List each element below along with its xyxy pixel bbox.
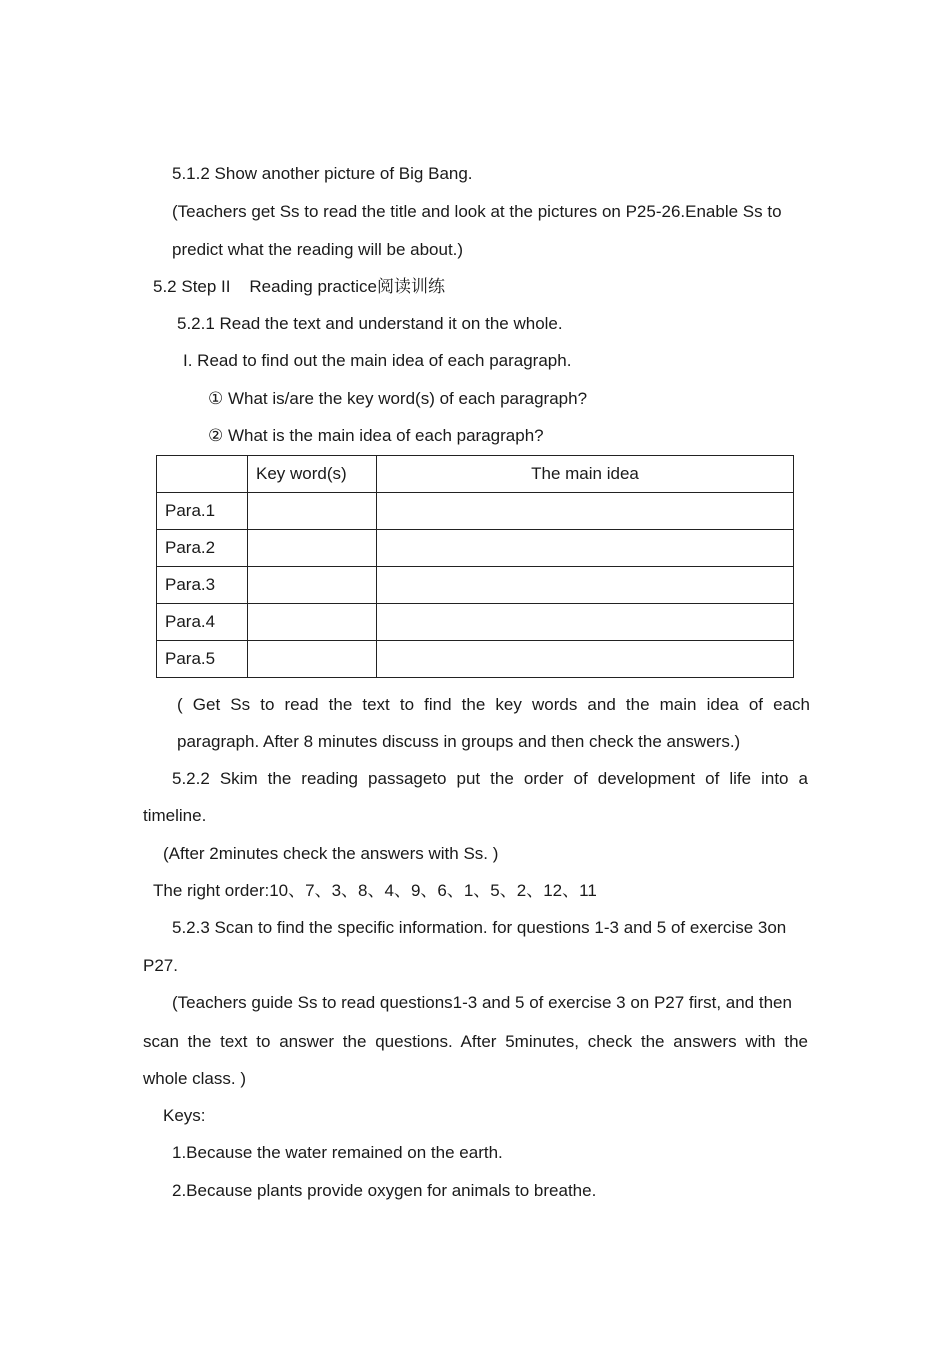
key-words-cell [248,493,377,530]
teacher-note-2-cont: paragraph. After 8 minutes discuss in groups and then check the answers.) [177,732,741,751]
step-5-2-2-cont: timeline. [143,806,207,825]
table-row [157,530,794,567]
table-header-cell [157,456,248,493]
main-idea-cell [377,493,794,530]
teacher-note-4-end: whole class. ) [143,1069,246,1088]
key-answer-2: 2.Because plants provide oxygen for animals to breathe. [172,1181,597,1200]
table-row [157,493,794,530]
task-i: I. Read to find out the main idea of each paragraph. [183,351,572,370]
key-words-cell [248,530,377,567]
table-row [157,604,794,641]
right-order: The right order:10、7、3、8、4、9、6、1、5、2、12、11 [153,881,597,900]
main-idea-cell [377,530,794,567]
keys-heading: Keys: [163,1106,206,1125]
table-header-cell: The main idea [377,456,794,493]
question-2: ② What is the main idea of each paragraph? [208,426,544,445]
teacher-note-4: (Teachers guide Ss to read questions1-3 and 5 of exercise 3 on P27 first, and then [172,993,792,1012]
step-5-2-3-cont: P27. [143,956,178,975]
teacher-note-1-cont: predict what the reading will be about.) [172,240,464,259]
key-words-cell [248,604,377,641]
table-header-row [157,456,794,493]
main-idea-cell [377,641,794,678]
row-label: Para.2 [157,530,248,567]
main-idea-cell [377,567,794,604]
step-5-2-heading: 5.2 Step II Reading practice阅读训练 [153,277,445,296]
teacher-note-2: ( Get Ss to read the text to find the key words and the main idea of each [177,695,810,714]
key-answer-1: 1.Because the water remained on the earth. [172,1143,503,1162]
main-idea-table [156,455,794,678]
step-5-2-2: 5.2.2 Skim the reading passageto put the order of development of life into a [172,769,808,788]
teacher-note-4-cont: scan the text to answer the questions. After 5minutes, check the answers with the [143,1032,808,1051]
step-5-2-3: 5.2.3 Scan to find the specific information. for questions 1-3 and 5 of exercise 3on [172,918,787,937]
teacher-note-3: (After 2minutes check the answers with Ss. ) [163,844,499,863]
row-label: Para.1 [157,493,248,530]
table-row [157,641,794,678]
table-row [157,567,794,604]
main-idea-cell [377,604,794,641]
key-words-cell [248,641,377,678]
table-header-cell: Key word(s) [248,456,377,493]
step-5-2-1: 5.2.1 Read the text and understand it on the whole. [177,314,563,333]
row-label: Para.3 [157,567,248,604]
step-5-1-2: 5.1.2 Show another picture of Big Bang. [172,164,473,183]
row-label: Para.4 [157,604,248,641]
teacher-note-1: (Teachers get Ss to read the title and look at the pictures on P25-26.Enable Ss to [172,202,782,221]
row-label: Para.5 [157,641,248,678]
question-1: ① What is/are the key word(s) of each paragraph? [208,389,588,408]
key-words-cell [248,567,377,604]
